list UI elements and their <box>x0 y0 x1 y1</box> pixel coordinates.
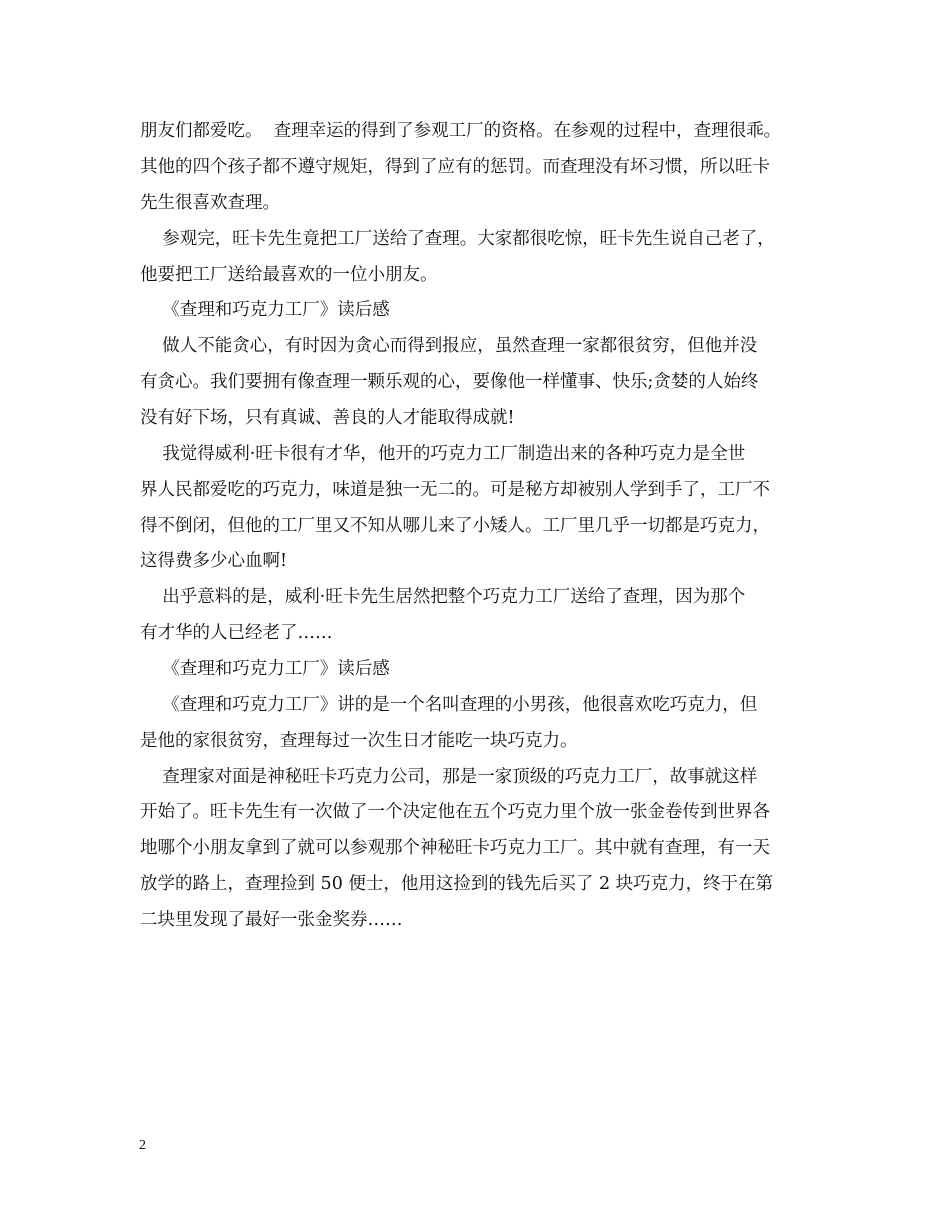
text-line: 先生很喜欢查理。 <box>140 193 280 213</box>
section-heading: 《查理和巧克力工厂》读后感 <box>140 659 390 679</box>
page-number: 2 <box>139 1138 146 1153</box>
text-line: 参观完，旺卡先生竟把工厂送给了查理。大家都很吃惊，旺卡先生说自己老了， <box>140 229 775 249</box>
text-line: 界人民都爱吃的巧克力，味道是独一无二的。可是秘方却被别人学到手了，工厂不 <box>140 480 770 500</box>
text-line: 出乎意料的是，威利·旺卡先生居然把整个巧克力工厂送给了查理，因为那个 <box>140 587 746 607</box>
text-line: 开始了。旺卡先生有一次做了一个决定他在五个巧克力里个放一张金卷传到世界各 <box>140 802 770 822</box>
text-line: 我觉得威利·旺卡很有才华，他开的巧克力工厂制造出来的各种巧克力是全世 <box>140 444 746 464</box>
text-line: 其他的四个孩子都不遵守规矩，得到了应有的惩罚。而查理没有坏习惯，所以旺卡 <box>140 157 770 177</box>
text-line: 《查理和巧克力工厂》讲的是一个名叫查理的小男孩，他很喜欢吃巧克力，但 <box>140 695 758 715</box>
text-line: 没有好下场，只有真诚、善良的人才能取得成就! <box>140 408 515 428</box>
text-line: 得不倒闭，但他的工厂里又不知从哪儿来了小矮人。工厂里几乎一切都是巧克力， <box>140 516 770 536</box>
text-line: 做人不能贪心，有时因为贪心而得到报应，虽然查理一家都很贫穷，但他并没 <box>140 336 758 356</box>
text-line: 他要把工厂送给最喜欢的一位小朋友。 <box>140 265 438 285</box>
text-line: 是他的家很贫穷，查理每过一次生日才能吃一块巧克力。 <box>140 731 578 751</box>
text-line: 朋友们都爱吃。 查理幸运的得到了参观工厂的资格。在参观的过程中，查理很乖。 <box>140 121 782 141</box>
text-line: 放学的路上，查理捡到 50 便士，他用这捡到的钱先后买了 2 块巧克力，终于在第 <box>140 874 774 894</box>
section-heading: 《查理和巧克力工厂》读后感 <box>140 300 390 320</box>
text-line: 这得费多少心血啊! <box>140 551 288 571</box>
text-line: 有才华的人已经老了…… <box>140 623 333 643</box>
text-line: 查理家对面是神秘旺卡巧克力公司，那是一家顶级的巧克力工厂，故事就这样 <box>140 767 758 787</box>
text-line: 有贪心。我们要拥有像查理一颗乐观的心，要像他一样懂事、快乐;贪婪的人始终 <box>140 372 759 392</box>
text-line: 地哪个小朋友拿到了就可以参观那个神秘旺卡巧克力工厂。其中就有查理，有一天 <box>140 838 770 858</box>
text-line: 二块里发现了最好一张金奖券…… <box>140 910 403 930</box>
